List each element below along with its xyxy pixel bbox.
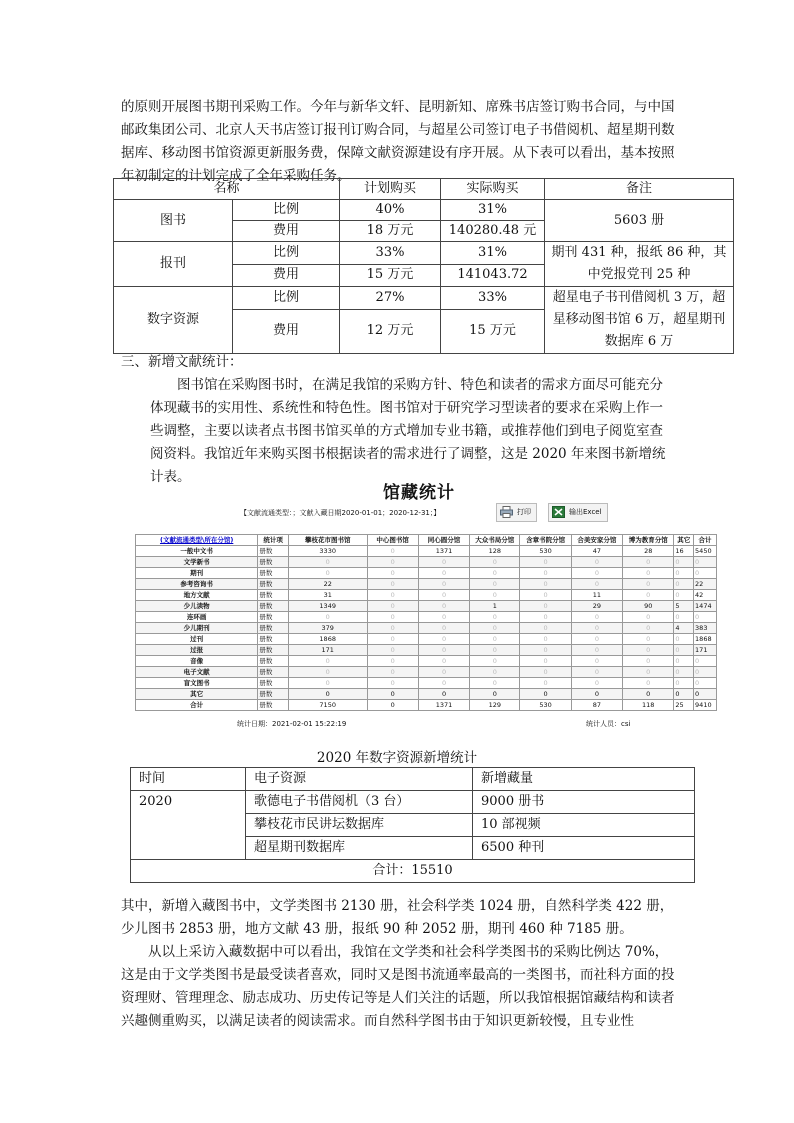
header-other: 其它	[674, 535, 694, 546]
stats-value: 0	[520, 612, 571, 623]
row-note: 5603 册	[545, 200, 734, 242]
stats-category: 过刊	[136, 634, 258, 645]
stats-value: 0	[470, 667, 520, 678]
cost-plan: 15 万元	[340, 264, 441, 287]
stats-value: 0	[288, 612, 367, 623]
stats-value: 0	[470, 568, 520, 579]
stats-unit: 册数	[258, 623, 289, 634]
stats-date: 统计日期：2021-02-01 15:22:19	[237, 720, 347, 728]
stats-value: 0	[674, 557, 694, 568]
stats-value: 0	[367, 546, 418, 557]
header-branch: 合美安家分馆	[571, 535, 622, 546]
stats-value: 47	[571, 546, 622, 557]
stats-value: 5450	[694, 546, 717, 557]
stats-value: 0	[571, 656, 622, 667]
row-note: 期刊 431 种，报纸 86 种，其中党报党刊 25 种	[545, 242, 734, 287]
stats-row	[136, 546, 717, 557]
analysis-paragraph: 从以上采访入藏数据中可以看出，我馆在文学类和社会科学类图书的采购比例达 70%，这是由于文学类图书是最受读者喜欢，同时又是图书流通率最高的一类图书，而社科方面的投资理财、管理理念、励志成功、历史传记等是人们关注的话题，所以我馆根据馆藏结构和读者兴趣侧重购买，以满足读者的阅读需求。而自然科学图书由于知识更新较慢，且专业性	[121, 944, 675, 1029]
stats-value: 0	[571, 634, 622, 645]
stats-unit: 册数	[258, 678, 289, 689]
stats-unit: 册数	[258, 634, 289, 645]
stats-value: 0	[520, 645, 571, 656]
ratio-label: 比例	[233, 287, 340, 310]
stats-user: 统计人员：csi	[586, 720, 631, 728]
stats-value: 0	[520, 590, 571, 601]
stats-value: 11	[571, 590, 622, 601]
stats-unit: 册数	[258, 546, 289, 557]
stats-category: 地方文献	[136, 590, 258, 601]
stats-value: 0	[288, 656, 367, 667]
digital-resources-table	[130, 767, 695, 883]
stats-value: 0	[470, 689, 520, 700]
cost-actual: 140280.48 元	[441, 221, 545, 242]
ratio-actual: 31%	[441, 242, 545, 265]
printer-icon	[500, 506, 513, 518]
stats-value: 0	[674, 678, 694, 689]
stats-value: 0	[623, 678, 674, 689]
stats-value: 118	[623, 700, 674, 711]
stats-value: 0	[623, 590, 674, 601]
stats-unit: 册数	[258, 601, 289, 612]
stats-value: 0	[470, 579, 520, 590]
header-category	[136, 535, 258, 546]
cost-label: 费用	[233, 264, 340, 287]
stats-value: 171	[288, 645, 367, 656]
resource-cell: 歌德电子书借阅机（3 台）	[246, 791, 473, 814]
resource-cell: 超星期刊数据库	[246, 837, 473, 860]
stats-value: 0	[674, 689, 694, 700]
stats-row	[136, 667, 717, 678]
stats-value: 0	[418, 634, 469, 645]
stats-value: 0	[520, 568, 571, 579]
stats-value: 1868	[288, 634, 367, 645]
stats-row	[136, 623, 717, 634]
stats-row	[136, 678, 717, 689]
header-amount: 新增藏量	[473, 768, 695, 791]
stats-value: 0	[367, 689, 418, 700]
stats-value: 1349	[288, 601, 367, 612]
stats-category: 合计	[136, 700, 258, 711]
cost-plan: 12 万元	[340, 309, 441, 353]
stats-value: 1868	[694, 634, 717, 645]
stats-value: 0	[367, 700, 418, 711]
stats-value: 0	[571, 667, 622, 678]
stats-value: 0	[571, 612, 622, 623]
stats-row	[136, 645, 717, 656]
resource-cell: 攀枝花市民讲坛数据库	[246, 814, 473, 837]
row-note: 超星电子书刊借阅机 3 万，超星移动图书馆 6 万，超星期刊数据库 6 万	[545, 287, 734, 354]
stats-category: 其它	[136, 689, 258, 700]
stats-category: 一般中文书	[136, 546, 258, 557]
stats-value: 129	[470, 700, 520, 711]
stats-row	[136, 700, 717, 711]
stats-value: 0	[520, 656, 571, 667]
row-name: 图书	[114, 200, 233, 242]
header-actual: 实际购买	[441, 179, 545, 200]
cost-label: 费用	[233, 221, 340, 242]
stats-value: 22	[288, 579, 367, 590]
header-branch: 同心圆分馆	[418, 535, 469, 546]
stats-value: 0	[623, 568, 674, 579]
stats-value: 0	[623, 612, 674, 623]
stats-value: 0	[571, 689, 622, 700]
stats-unit: 册数	[258, 656, 289, 667]
ratio-plan: 40%	[340, 200, 441, 221]
stats-value: 530	[520, 700, 571, 711]
print-button[interactable]	[496, 503, 537, 522]
stats-value: 29	[571, 601, 622, 612]
stats-value: 0	[367, 667, 418, 678]
stats-value: 90	[623, 601, 674, 612]
stats-value: 5	[674, 601, 694, 612]
section-paragraph: 图书馆在采购图书时，在满足我馆的采购方针、特色和读者的需求方面尽可能充分体现藏书的实用性、系统性和特色性。图书馆对于研究学习型读者的要求在采购上作一些调整，主要以读者点书图书馆买单的方式增加专业书籍，或推荐他们到电子阅览室查阅资料。我馆近年来购买图书根据读者的需求进行了调整，这是 2020 年来图书新增统计表。	[150, 377, 666, 485]
stats-unit: 册数	[258, 612, 289, 623]
stats-value: 1474	[694, 601, 717, 612]
stats-category: 连环画	[136, 612, 258, 623]
stats-row	[136, 612, 717, 623]
stats-unit: 册数	[258, 590, 289, 601]
digital-caption: 2020 年数字资源新增统计	[316, 750, 478, 766]
amount-cell: 6500 种刊	[473, 837, 695, 860]
stats-unit: 册数	[258, 568, 289, 579]
header-note: 备注	[545, 179, 734, 200]
stats-value: 0	[367, 678, 418, 689]
ratio-plan: 33%	[340, 242, 441, 265]
stats-value: 0	[288, 678, 367, 689]
stats-value: 4	[674, 623, 694, 634]
stats-value: 0	[470, 656, 520, 667]
stats-value: 0	[418, 678, 469, 689]
stats-value: 0	[520, 557, 571, 568]
stats-value: 0	[571, 568, 622, 579]
stats-value: 0	[418, 667, 469, 678]
amount-cell: 10 部视频	[473, 814, 695, 837]
stats-value: 1	[470, 601, 520, 612]
stats-value: 0	[674, 645, 694, 656]
stats-value: 0	[418, 645, 469, 656]
stats-value: 0	[418, 623, 469, 634]
stats-value: 0	[571, 645, 622, 656]
stats-category: 音像	[136, 656, 258, 667]
stats-value: 0	[418, 601, 469, 612]
cost-label: 费用	[233, 309, 340, 353]
header-total: 合计	[694, 535, 717, 546]
stats-row	[136, 656, 717, 667]
stats-value: 87	[571, 700, 622, 711]
stats-value: 0	[694, 667, 717, 678]
stats-value: 0	[470, 612, 520, 623]
stats-value: 0	[288, 557, 367, 568]
stats-value: 0	[470, 590, 520, 601]
stats-row	[136, 689, 717, 700]
stats-value: 0	[623, 623, 674, 634]
stats-value: 0	[367, 634, 418, 645]
year-cell: 2020	[131, 791, 246, 860]
header-plan: 计划购买	[340, 179, 441, 200]
stats-value: 0	[418, 557, 469, 568]
stats-query: 【文献流通类型：；文献入藏日期2020-01-01；2020-12-31；】	[240, 509, 441, 517]
ratio-label: 比例	[233, 242, 340, 265]
stats-value: 28	[623, 546, 674, 557]
cost-actual: 141043.72	[441, 264, 545, 287]
stats-value: 0	[623, 656, 674, 667]
row-name: 报刊	[114, 242, 233, 287]
header-name: 名称	[114, 179, 340, 200]
stats-value: 0	[623, 579, 674, 590]
stats-value: 0	[694, 568, 717, 579]
stats-category: 期刊	[136, 568, 258, 579]
stats-value: 7150	[288, 700, 367, 711]
stats-value: 383	[694, 623, 717, 634]
stats-value: 0	[571, 623, 622, 634]
stats-value: 0	[288, 689, 367, 700]
stats-value: 0	[367, 656, 418, 667]
stats-value: 0	[694, 678, 717, 689]
stats-value: 0	[367, 579, 418, 590]
stats-value: 0	[520, 689, 571, 700]
stats-value: 0	[367, 601, 418, 612]
stats-value: 0	[623, 645, 674, 656]
stats-unit: 册数	[258, 689, 289, 700]
stats-value: 0	[623, 667, 674, 678]
stats-value: 0	[367, 557, 418, 568]
stats-value: 0	[520, 623, 571, 634]
header-time: 时间	[131, 768, 246, 791]
stats-unit: 册数	[258, 557, 289, 568]
header-branch: 博为教育分馆	[623, 535, 674, 546]
branch-link[interactable]: \所在分馆)	[201, 536, 234, 544]
stats-value: 0	[418, 689, 469, 700]
stats-value: 0	[674, 634, 694, 645]
stats-value: 0	[367, 645, 418, 656]
stats-value: 0	[288, 667, 367, 678]
stats-value: 0	[694, 557, 717, 568]
header-stat-item: 统计项	[258, 535, 289, 546]
stats-value: 0	[520, 667, 571, 678]
stats-value: 0	[694, 612, 717, 623]
stats-value: 0	[470, 645, 520, 656]
stats-title: 馆藏统计	[383, 483, 455, 503]
intro-paragraph: 的原则开展图书期刊采购工作。今年与新华文轩、昆明新知、席殊书店签订购书合同，与中国邮政集团公司、北京人天书店签订报刊订购合同，与超星公司签订电子书借阅机、超星期刊数据库、移动图书馆资源更新服务费，保障文献资源建设有序开展。从下表可以看出，基本按照年初制定的计划完成了全年采购任务。	[121, 99, 675, 184]
stats-value: 530	[520, 546, 571, 557]
stats-category: 文学新书	[136, 557, 258, 568]
stats-unit: 册数	[258, 645, 289, 656]
excel-icon	[552, 506, 565, 518]
stats-row	[136, 557, 717, 568]
stats-value: 22	[694, 579, 717, 590]
stats-value: 0	[367, 612, 418, 623]
stats-category: 过报	[136, 645, 258, 656]
stats-unit: 册数	[258, 667, 289, 678]
total-cell: 合计：15510	[131, 860, 695, 883]
stats-category: 电子文献	[136, 667, 258, 678]
stats-value: 25	[674, 700, 694, 711]
ratio-plan: 27%	[340, 287, 441, 310]
stats-unit: 册数	[258, 579, 289, 590]
collection-stats-screenshot	[120, 478, 718, 730]
ratio-label: 比例	[233, 200, 340, 221]
stats-value: 0	[623, 557, 674, 568]
stats-table	[135, 534, 717, 711]
stats-value: 0	[571, 557, 622, 568]
stats-value: 171	[694, 645, 717, 656]
print-label: 打印	[517, 508, 531, 516]
header-branch: 攀枝花市图书馆	[288, 535, 367, 546]
ratio-actual: 33%	[441, 287, 545, 310]
stats-value: 0	[470, 678, 520, 689]
cost-actual: 15 万元	[441, 309, 545, 353]
stats-row	[136, 634, 717, 645]
header-branch: 含章书院分馆	[520, 535, 571, 546]
stats-value: 0	[674, 612, 694, 623]
stats-value: 0	[470, 634, 520, 645]
stats-value: 0	[367, 590, 418, 601]
stats-value: 0	[288, 568, 367, 579]
export-excel-button[interactable]	[548, 503, 608, 522]
stats-value: 0	[623, 689, 674, 700]
stats-value: 1371	[418, 546, 469, 557]
stats-value: 0	[418, 590, 469, 601]
stats-category: 参考咨询书	[136, 579, 258, 590]
stats-value: 128	[470, 546, 520, 557]
stats-row	[136, 590, 717, 601]
header-branch: 中心图书馆	[367, 535, 418, 546]
stats-row	[136, 568, 717, 579]
stats-value: 42	[694, 590, 717, 601]
purchase-table	[113, 178, 734, 354]
row-name: 数字资源	[114, 287, 233, 354]
stats-category: 少儿期刊	[136, 623, 258, 634]
stats-value: 0	[674, 590, 694, 601]
header-resource: 电子资源	[246, 768, 473, 791]
stats-row	[136, 579, 717, 590]
amount-cell: 9000 册书	[473, 791, 695, 814]
stats-value: 0	[520, 601, 571, 612]
stats-value: 0	[674, 568, 694, 579]
stats-value: 0	[674, 579, 694, 590]
excel-label: 输出Excel	[569, 508, 602, 516]
stats-value: 9410	[694, 700, 717, 711]
stats-value: 0	[694, 656, 717, 667]
stats-value: 0	[418, 612, 469, 623]
stats-category: 少儿读物	[136, 601, 258, 612]
stats-value: 0	[367, 568, 418, 579]
stats-value: 379	[288, 623, 367, 634]
stats-value: 0	[674, 656, 694, 667]
stats-value: 3330	[288, 546, 367, 557]
header-branch: 大众书局分馆	[470, 535, 520, 546]
stats-value: 0	[520, 634, 571, 645]
stats-value: 0	[520, 678, 571, 689]
stats-value: 0	[367, 623, 418, 634]
stats-value: 16	[674, 546, 694, 557]
stats-value: 0	[571, 678, 622, 689]
stats-value: 0	[571, 579, 622, 590]
circulation-type-link[interactable]: (文献流通类型	[159, 536, 202, 544]
stats-value: 0	[470, 623, 520, 634]
stats-value: 0	[674, 667, 694, 678]
stats-value: 0	[623, 634, 674, 645]
ratio-actual: 31%	[441, 200, 545, 221]
stats-value: 0	[520, 579, 571, 590]
stats-value: 0	[470, 557, 520, 568]
stats-row	[136, 601, 717, 612]
stats-unit: 册数	[258, 700, 289, 711]
stats-category: 盲文图书	[136, 678, 258, 689]
stats-value: 0	[694, 689, 717, 700]
section-heading: 三、新增文献统计：	[121, 354, 243, 370]
stats-value: 31	[288, 590, 367, 601]
stats-value: 1371	[418, 700, 469, 711]
stats-value: 0	[418, 568, 469, 579]
stats-value: 0	[418, 656, 469, 667]
breakdown-paragraph: 其中，新增入藏图书中，文学类图书 2130 册，社会科学类 1024 册，自然科学类 422 册，少儿图书 2853 册，地方文献 43 册，报纸 90 种 2052 册，期刊 460 种 7185 册。	[121, 898, 674, 937]
cost-plan: 18 万元	[340, 221, 441, 242]
stats-value: 0	[418, 579, 469, 590]
